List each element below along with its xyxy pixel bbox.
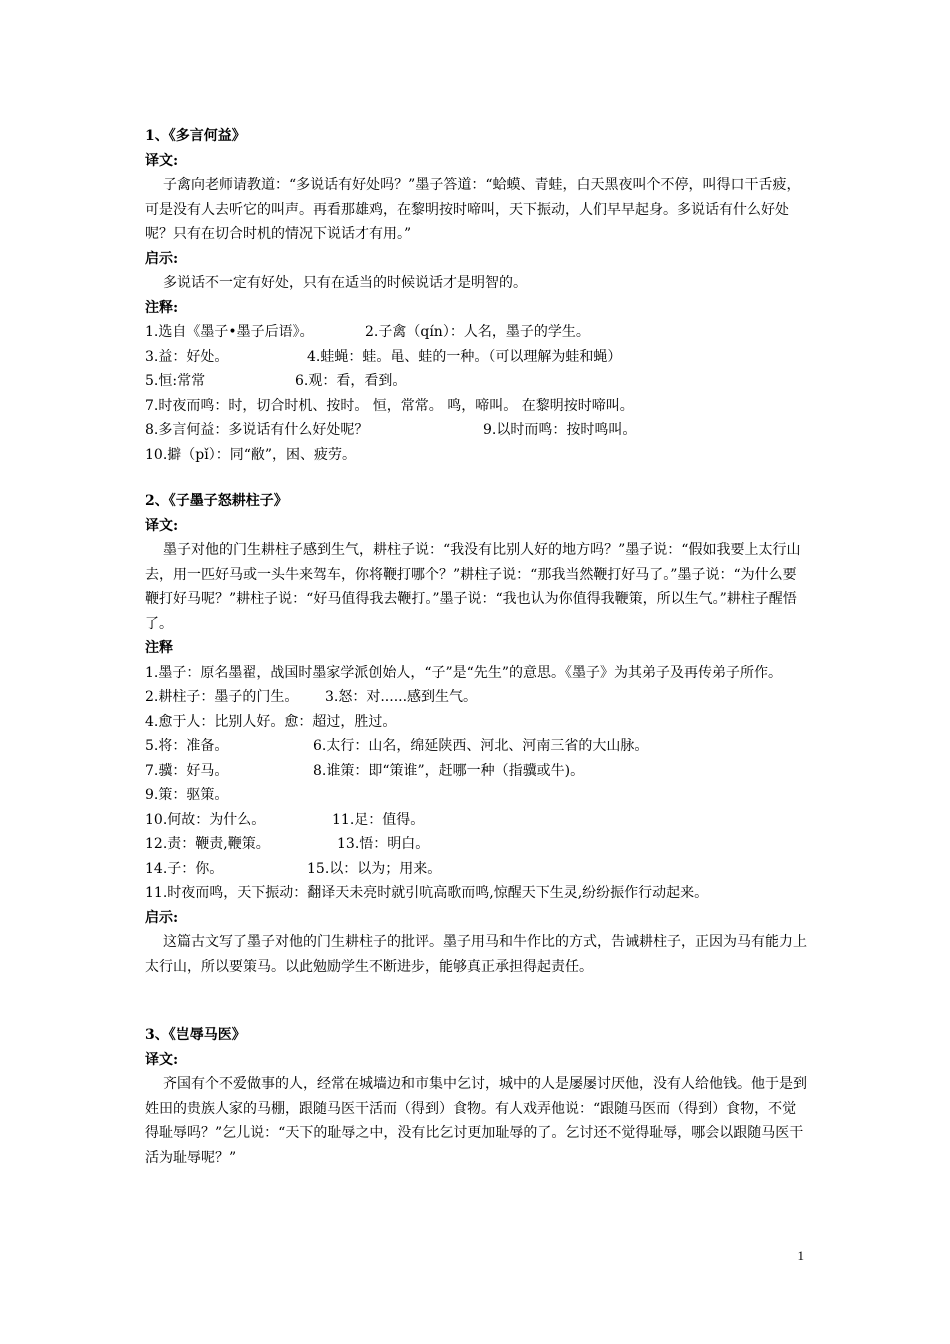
document-page [145,124,810,1170]
note: 12.责：鞭责,鞭策。 [145,836,270,852]
note-line [145,734,810,759]
note: 7.时夜而鸣：时，切合时机、按时。 恒，常常。 鸣，啼叫。 在黎明按时啼叫。 [145,397,634,414]
note: 8.谁策：即“策谁”，赶哪一种（指骥或牛)。 [313,762,585,779]
section-2-insight-label: 启示: [145,909,179,926]
note: 3.怒：对......感到生气。 [325,689,478,705]
section-2-title: 2、《子墨子怒耕柱子》 [145,493,288,509]
note: 2.耕柱子：墨子的门生。 [145,689,299,705]
note-line [145,369,810,394]
section-1-insight-label: 启示: [145,250,179,267]
page-number: 1 [797,1248,804,1263]
note: 6.观：看，看到。 [295,373,407,389]
note: 4.愈于人：比别人好。愈：超过，胜过。 [145,713,397,730]
note: 1.墨子：原名墨翟，战国时墨家学派创始人，“子”是“先生”的意思。《墨子》为其弟子及再传弟子所作。 [145,664,782,681]
note: 15.以：以为；用来。 [307,860,442,877]
section-2-insight: 这篇古文写了墨子对他的门生耕柱子的批评。墨子用马和牛作比的方式，告诫耕柱子，正因为马有能力上太行山，所以要策马。以此勉励学生不断进步，能够真正承担得起责任。 [145,934,807,975]
note: 5.恒:常常 [145,373,206,389]
note-line [145,759,810,784]
note-line [145,661,810,686]
section-1-translation-label: 译文: [145,152,179,169]
section-3-translation: 齐国有个不爱做事的人，经常在城墙边和市集中乞讨，城中的人是屡屡讨厌他，没有人给他钱。他于是到姓田的贵族人家的马棚，跟随马医干活而（得到）食物。有人戏弄他说：“跟随马医而（得到）食物，不觉得耻辱吗？”乞儿说：“天下的耻辱之中，没有比乞讨更加耻辱的了。乞讨还不觉得耻辱，哪会以跟随马医干活为耻辱呢？” [145,1076,807,1166]
section-1-title: 1、《多言何益》 [145,128,246,144]
section-1-translation: 子禽向老师请教道：“多说话有好处吗？”墨子答道：“蛤蟆、青蛙，白天黑夜叫个不停，叫得口干舌疲，可是没有人去听它的叫声。再看那雄鸡，在黎明按时啼叫，天下振动，人们早早起身。多说话有什么好处呢？只有在切合时机的情况下说话才有用。” [145,177,801,242]
note: 10.擗（pǐ）：同“敝”，困、疲劳。 [145,446,357,463]
note: 14.子：你。 [145,860,224,877]
note: 9.以时而鸣：按时鸣叫。 [483,422,637,438]
note: 4.蛙蝇：蛙。黾、蛙的一种。（可以理解为蛙和蝇） [307,348,622,365]
section-2-translation-label: 译文: [145,517,179,534]
note-line [145,418,810,443]
note: 1.选自《墨子•墨子后语》。 [145,324,314,340]
note-line [145,783,810,808]
note: 8.多言何益：多说话有什么好处呢？ [145,422,369,438]
note-line [145,345,810,370]
section-1-insight: 多说话不一定有好处，只有在适当的时候说话才是明智的。 [163,275,527,291]
section-2-translation: 墨子对他的门生耕柱子感到生气，耕柱子说：“我没有比别人好的地方吗？”墨子说：“假如我要上太行山去，用一匹好马或一头牛来驾车，你将鞭打哪个？”耕柱子说：“那我当然鞭打好马了。”墨子说：“为什么要鞭打好马呢？”耕柱子说：“好马值得我去鞭打。”墨子说：“我也认为你值得我鞭策，所以生气。”耕柱子醒悟了。 [145,542,801,632]
note: 11.时夜而鸣，天下振动：翻译天未亮时就引吭高歌而鸣,惊醒天下生灵,纷纷振作行动起来。 [145,885,709,901]
note-line [145,320,810,345]
note: 7.骥：好马。 [145,762,229,779]
section-1-notes-label: 注释: [145,299,179,316]
note: 13.悟：明白。 [337,836,430,852]
note-line [145,710,810,735]
note-line [145,685,810,710]
section-2-notes-label: 注释 [145,640,173,656]
note-line [145,808,810,833]
note-line [145,394,810,419]
note-line [145,832,810,857]
section-3-translation-label: 译文: [145,1051,179,1068]
note: 3.益：好处。 [145,348,229,365]
note: 5.将：准备。 [145,738,229,754]
note-line [145,881,810,906]
section-3-title: 3、《岂辱马医》 [145,1027,246,1043]
note: 9.策：驱策。 [145,787,229,803]
note-line [145,443,810,468]
note: 6.太行：山名，绵延陕西、河北、河南三省的大山脉。 [313,738,649,754]
note: 11.足：值得。 [332,811,425,828]
note-line [145,857,810,882]
note: 10.何故：为什么。 [145,811,266,828]
note: 2.子禽（qín）：人名，墨子的学生。 [365,324,590,340]
